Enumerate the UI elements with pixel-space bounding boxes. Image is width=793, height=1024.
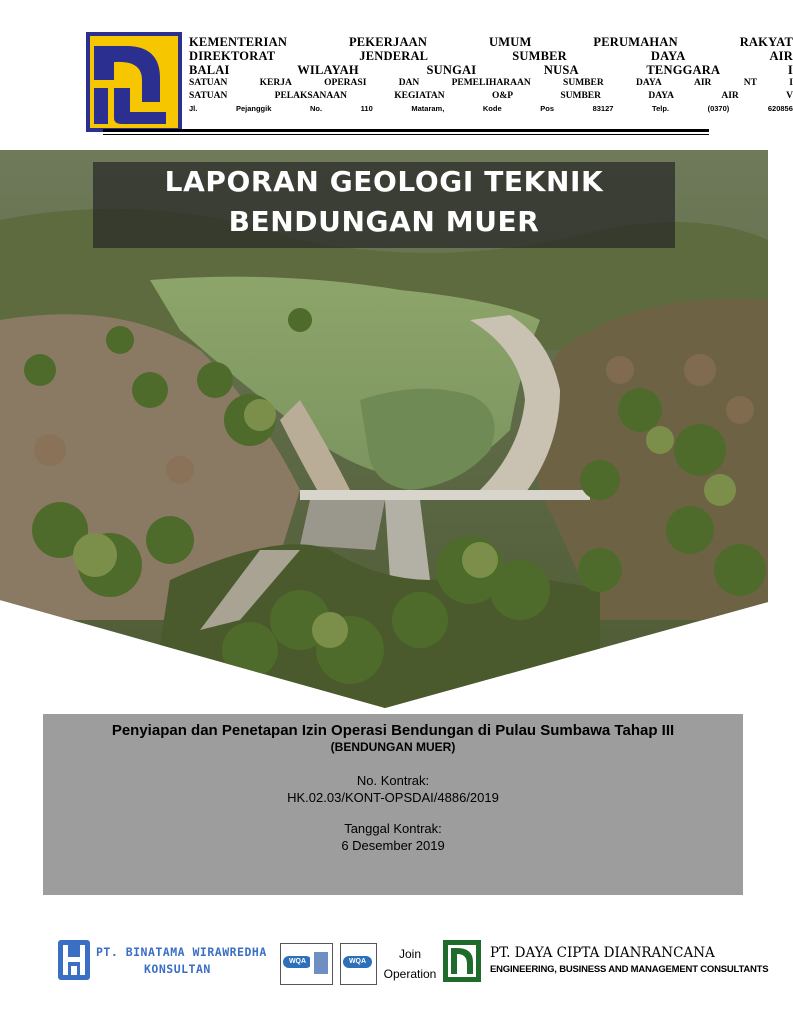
lh-word: SATUAN — [189, 78, 228, 88]
lh-word: PEKERJAAN — [348, 35, 428, 49]
daya-cipta-name: PT. DAYA CIPTA DIANRANCANA — [490, 945, 715, 961]
pupr-logo — [86, 32, 182, 132]
report-title-line1: LAPORAN GEOLOGI TEKNIK — [164, 165, 604, 198]
lh-word: NT — [743, 78, 757, 88]
lh-word: KEGIATAN — [394, 91, 445, 101]
lh-word: DAYA — [648, 91, 675, 101]
lh-word: I — [789, 78, 793, 88]
lh-word: (0370) — [707, 104, 730, 113]
lh-word: BALAI — [189, 63, 230, 77]
lh-word: UMUM — [489, 35, 532, 49]
lh-word: DAYA — [636, 78, 662, 88]
lh-word: KEMENTERIAN — [189, 35, 288, 49]
letterhead-rule-thin — [103, 134, 709, 135]
lh-word: TENGGARA — [646, 63, 721, 77]
lh-word: SUMBER — [563, 78, 604, 88]
contract-label: No. Kontrak: — [356, 773, 430, 788]
binatama-logo — [58, 940, 90, 980]
join-operation-text — [380, 944, 440, 984]
lh-word: No. — [309, 104, 323, 113]
letterhead-rule-thick — [103, 129, 709, 132]
lh-word: PELAKSANAAN — [274, 91, 347, 101]
lh-word: NUSA — [543, 63, 579, 77]
lh-word: SUMBER — [512, 49, 567, 63]
lh-word: DIREKTORAT — [189, 49, 276, 63]
lh-word: RAKYAT — [739, 35, 793, 49]
lh-word: PERUMAHAN — [593, 35, 678, 49]
lh-word: AIR — [769, 49, 793, 63]
lh-word: 620856 — [767, 104, 793, 113]
lh-word: Mataram, — [411, 104, 445, 113]
binatama-name-line2: KONSULTAN — [144, 962, 211, 976]
binatama-name — [96, 944, 267, 978]
lh-word: AIR — [694, 78, 712, 88]
accreditation-badge — [310, 943, 333, 985]
lh-word: Pos — [540, 104, 554, 113]
letterhead-text — [189, 35, 793, 114]
binatama-name-line1: PT. BINATAMA WIRAWREDHA — [96, 945, 267, 959]
lh-word: Jl. — [189, 104, 198, 113]
lh-line-ministry — [189, 35, 793, 49]
lh-word: SUMBER — [560, 91, 602, 101]
project-title: Penyiapan dan Penetapan Izin Operasi Bendungan di Pulau Sumbawa Tahap III — [111, 722, 675, 739]
lh-word: 110 — [360, 104, 373, 113]
lh-word: JENDERAL — [359, 49, 429, 63]
lh-word: DAN — [398, 78, 420, 88]
consultant-footer — [0, 930, 768, 990]
letterhead — [86, 32, 793, 132]
operation-label: Operation — [383, 967, 437, 981]
lh-word: KERJA — [259, 78, 292, 88]
lh-word: I — [787, 63, 793, 77]
lh-word: Pejanggik — [235, 104, 272, 113]
lh-word: SUNGAI — [426, 63, 477, 77]
lh-word: Telp. — [652, 104, 669, 113]
join-label: Join — [398, 947, 421, 961]
dam-name: (BENDUNGAN MUER) — [330, 740, 456, 754]
lh-line-balai — [189, 63, 793, 77]
lh-word: SATUAN — [189, 91, 228, 101]
lh-word: 83127 — [592, 104, 614, 113]
wqa-cert-label-2: WQA — [343, 956, 372, 968]
project-info-box — [43, 714, 743, 895]
lh-word: OPERASI — [324, 78, 367, 88]
report-title — [93, 162, 675, 248]
contract-number: HK.02.03/KONT-OPSDAI/4886/2019 — [287, 790, 499, 805]
lh-word: Kode — [482, 104, 502, 113]
lh-word: V — [786, 91, 793, 101]
lh-line-directorate — [189, 49, 793, 63]
lh-word: PEMELIHARAAN — [451, 78, 531, 88]
accreditation-mark — [314, 952, 328, 974]
daya-cipta-logo — [443, 940, 481, 982]
wqa-cert-badge-2 — [340, 943, 377, 985]
lh-address — [189, 103, 793, 114]
lh-word: O&P — [491, 91, 514, 101]
lh-word: DAYA — [650, 49, 686, 63]
report-title-line2: BENDUNGAN MUER — [228, 205, 540, 238]
contract-date-label: Tanggal Kontrak: — [344, 821, 442, 836]
daya-cipta-tagline: ENGINEERING, BUSINESS AND MANAGEMENT CONSULTANTS — [490, 964, 769, 975]
lh-line-snvt — [189, 90, 793, 103]
wqa-cert-label: WQA — [283, 956, 312, 968]
contract-date: 6 Desember 2019 — [341, 838, 445, 853]
lh-line-satker — [189, 77, 793, 90]
lh-word: AIR — [721, 91, 739, 101]
lh-word: WILAYAH — [297, 63, 359, 77]
